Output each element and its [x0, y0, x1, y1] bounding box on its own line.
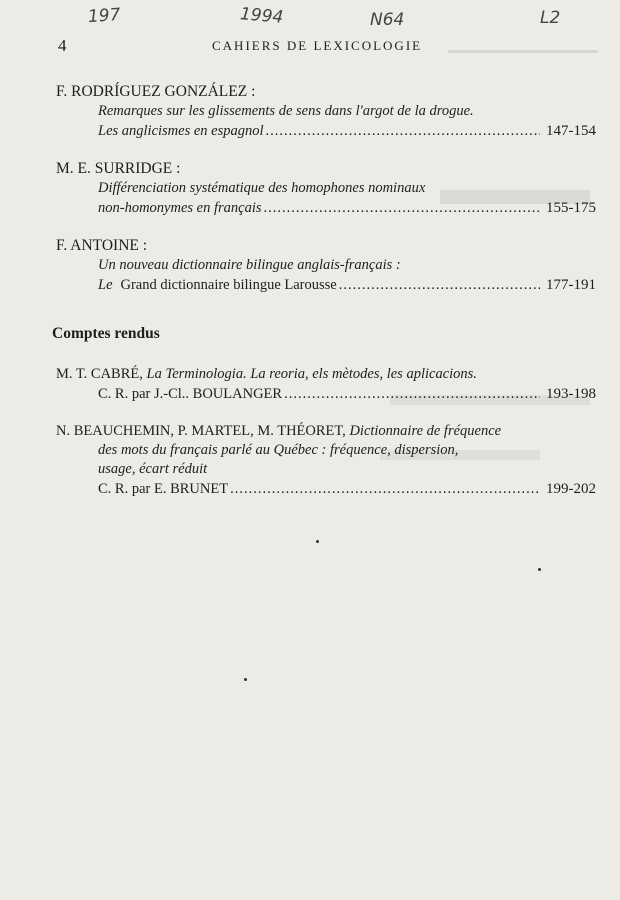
- handwritten-note-4: L2: [540, 8, 561, 28]
- review-reviewer-line: [56, 479, 596, 499]
- leader-dots: [266, 121, 540, 141]
- entry-pages: 155-175: [546, 200, 596, 216]
- entry-title-line: Un nouveau dictionnaire bilingue anglais-français :: [98, 257, 401, 273]
- review-entry: [56, 365, 596, 404]
- entry-title-end: Grand dictionnaire bilingue Larousse: [120, 277, 337, 293]
- handwritten-note-2: 1994: [239, 4, 285, 28]
- review-title: La Terminologia. La reoria, els mètodes, les aplicacions.: [146, 366, 477, 382]
- review-pages: 193-198: [546, 386, 596, 402]
- leader-dots: [339, 275, 540, 295]
- entry-author: M. E. SURRIDGE :: [56, 160, 181, 177]
- reviewer: C. R. par E. BRUNET: [98, 481, 229, 497]
- handwritten-note-3: N64: [370, 10, 405, 30]
- entry-author: F. ANTOINE :: [56, 237, 148, 254]
- review-reviewer-line: [56, 384, 596, 404]
- leader-dots: [230, 479, 540, 499]
- entry-author: F. RODRÍGUEZ GONZÁLEZ :: [56, 83, 256, 100]
- handwritten-note-1: 197: [87, 4, 122, 28]
- toc-entry: [56, 159, 596, 218]
- review-title-line: usage, écart réduit: [98, 461, 208, 477]
- bleed-through-shape: [448, 8, 598, 53]
- running-title: CAHIERS DE LEXICOLOGIE: [212, 38, 423, 53]
- review-header-line: [56, 422, 596, 441]
- table-of-contents: [52, 82, 596, 517]
- review-author: M. T. CABRÉ,: [56, 366, 143, 382]
- toc-entry: [56, 82, 596, 141]
- review-entry: [56, 422, 596, 499]
- entry-title-end: non-homonymes en français: [98, 200, 262, 216]
- scan-speck: [538, 568, 541, 571]
- review-title-line: des mots du français parlé au Québec : fréquence, dispersion,: [98, 442, 459, 458]
- entry-title-line: Différenciation systématique des homophones nominaux: [98, 180, 426, 196]
- entry-pages: 147-154: [546, 123, 596, 139]
- review-pages: 199-202: [546, 481, 596, 497]
- entry-title-line: Remarques sur les glissements de sens dans l'argot de la drogue.: [98, 103, 474, 119]
- entry-final-line: [98, 198, 596, 218]
- leader-dots: [284, 384, 540, 404]
- entry-final-line: [98, 121, 596, 141]
- leader-dots: [264, 198, 540, 218]
- entry-title-end: Les anglicismes en espagnol: [98, 123, 264, 139]
- scan-speck: [316, 540, 319, 543]
- scan-speck: [244, 678, 247, 681]
- review-title: Dictionnaire de fréquence: [349, 423, 502, 439]
- page-number: 4: [58, 36, 67, 55]
- toc-entry: [56, 236, 596, 295]
- review-author: N. BEAUCHEMIN, P. MARTEL, M. THÉORET,: [56, 423, 346, 439]
- entry-final-line: [98, 275, 596, 295]
- entry-title-prefix: Le: [98, 277, 113, 293]
- section-title: Comptes rendus: [52, 325, 160, 342]
- entry-pages: 177-191: [546, 277, 596, 293]
- reviewer: C. R. par J.-Cl.. BOULANGER: [98, 386, 283, 402]
- review-header-line: [56, 365, 596, 384]
